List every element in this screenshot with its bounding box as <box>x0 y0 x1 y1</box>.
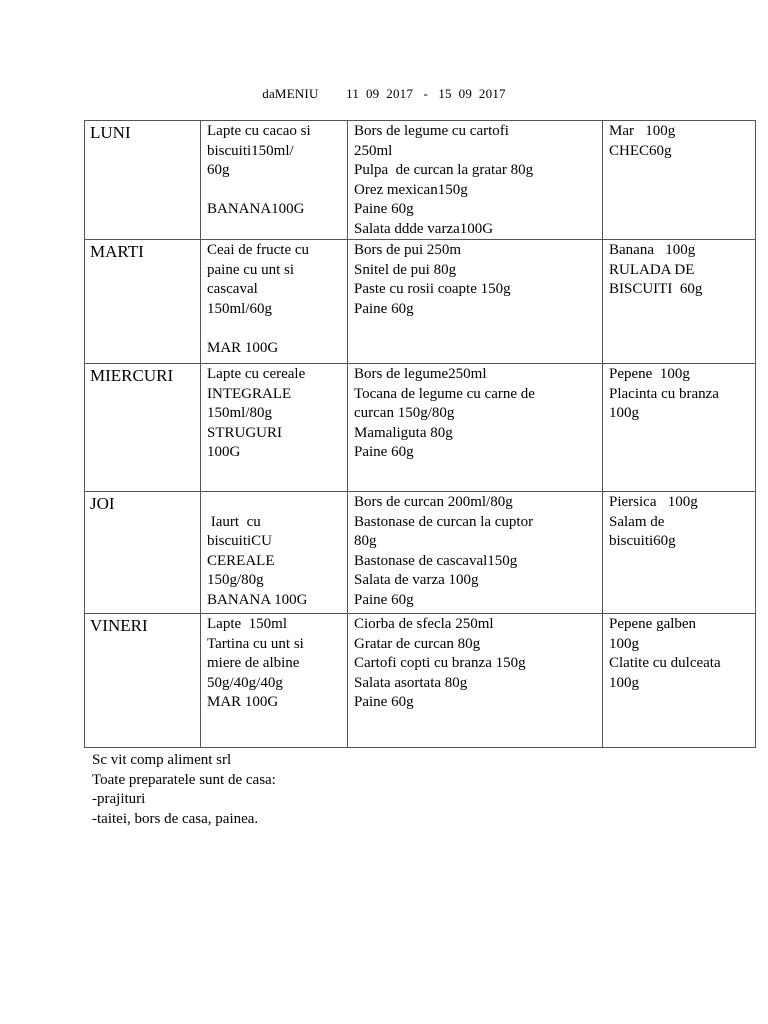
breakfast-cell <box>201 121 348 240</box>
snack-cell <box>603 364 756 492</box>
snack-line: Clatite cu dulceata <box>609 655 721 671</box>
breakfast-cell <box>201 492 348 614</box>
snack-cell <box>603 121 756 240</box>
breakfast-cell <box>201 364 348 492</box>
breakfast-cell <box>201 240 348 364</box>
lunch-line: Bors de legume250ml <box>354 366 487 382</box>
lunch-line: Cartofi copti cu branza 150g <box>354 655 526 671</box>
lunch-line: Gratar de curcan 80g <box>354 635 481 652</box>
breakfast-line: Ceai de fructe cu <box>207 242 310 258</box>
footer-notes <box>92 751 276 829</box>
lunch-line: 250ml <box>354 142 393 159</box>
day-cell: JOI <box>85 492 201 614</box>
lunch-line: Bastonase de cascaval150g <box>354 552 518 569</box>
snack-line: BISCUITI 60g <box>609 281 703 297</box>
snack-line: Salam de <box>609 513 665 530</box>
breakfast-line: biscuiti150ml/ <box>207 142 294 159</box>
breakfast-line: 150ml/80g <box>207 405 273 421</box>
lunch-line: Bastonase de curcan la cuptor <box>354 513 534 530</box>
breakfast-line: INTEGRALE <box>207 385 292 402</box>
breakfast-line: MAR 100G <box>207 339 279 356</box>
footer-line: Sc vit comp aliment srl <box>92 752 232 768</box>
menu-row-luni <box>85 121 756 240</box>
lunch-line: Pulpa de curcan la gratar 80g <box>354 162 534 178</box>
header-date-to: 15 09 2017 <box>438 86 506 101</box>
breakfast-line: CEREALE <box>207 552 275 569</box>
snack-line: 100g <box>609 405 639 421</box>
footer-line: Toate preparatele sunt de casa: <box>92 771 276 788</box>
footer-line: -taitei, bors de casa, painea. <box>92 810 259 827</box>
snack-cell <box>603 492 756 614</box>
header-date-from: 11 09 2017 <box>346 86 414 101</box>
day-cell: LUNI <box>85 121 201 240</box>
snack-cell <box>603 614 756 748</box>
lunch-line: Salata de varza 100g <box>354 572 479 588</box>
breakfast-line <box>207 181 347 201</box>
breakfast-cell <box>201 614 348 748</box>
menu-row-vineri <box>85 614 756 748</box>
breakfast-line: Lapte cu cacao si <box>207 123 311 139</box>
breakfast-line: 150ml/60g <box>207 300 273 317</box>
lunch-line: Bors de curcan 200ml/80g <box>354 494 513 510</box>
breakfast-line: Lapte 150ml <box>207 616 287 632</box>
lunch-line: Salata ddde varza100G <box>354 220 494 237</box>
lunch-cell <box>348 492 603 614</box>
lunch-line: Mamaliguta 80g <box>354 424 453 441</box>
breakfast-line: STRUGURI <box>207 424 283 441</box>
breakfast-line: Tartina cu unt si <box>207 635 304 652</box>
lunch-line: Bors de pui 250m <box>354 242 462 258</box>
breakfast-line: cascaval <box>207 281 258 297</box>
weekly-menu-table <box>84 120 756 748</box>
breakfast-line: 50g/40g/40g <box>207 674 283 691</box>
snack-line: biscuiti60g <box>609 533 676 549</box>
snack-line: Piersica 100g <box>609 494 698 510</box>
breakfast-line <box>207 319 347 339</box>
day-cell: MIERCURI <box>85 364 201 492</box>
day-cell: MARTI <box>85 240 201 364</box>
lunch-line: Tocana de legume cu carne de <box>354 385 535 402</box>
menu-row-marti <box>85 240 756 364</box>
breakfast-line: BANANA 100G <box>207 591 308 608</box>
lunch-line: Paine 60g <box>354 591 414 608</box>
lunch-line: Orez mexican150g <box>354 181 468 198</box>
lunch-line: Paine 60g <box>354 201 414 217</box>
breakfast-line: biscuitiCU <box>207 533 273 549</box>
snack-line: Placinta cu branza <box>609 385 719 402</box>
snack-line: CHEC60g <box>609 142 672 159</box>
snack-line: Banana 100g <box>609 242 696 258</box>
lunch-line: curcan 150g/80g <box>354 405 455 421</box>
menu-row-miercuri <box>85 364 756 492</box>
breakfast-line: Iaurt cu <box>207 513 261 530</box>
breakfast-line <box>207 493 347 513</box>
lunch-cell <box>348 364 603 492</box>
menu-row-joi <box>85 492 756 614</box>
lunch-line: Paine 60g <box>354 300 414 317</box>
snack-line: RULADA DE <box>609 261 695 278</box>
lunch-line: Snitel de pui 80g <box>354 261 457 278</box>
lunch-line: Salata asortata 80g <box>354 674 468 691</box>
breakfast-line: 60g <box>207 162 230 178</box>
snack-line: Pepene 100g <box>609 366 690 382</box>
snack-cell <box>603 240 756 364</box>
lunch-cell <box>348 240 603 364</box>
day-cell: VINERI <box>85 614 201 748</box>
breakfast-line: 150g/80g <box>207 572 264 588</box>
breakfast-line: miere de albine <box>207 655 300 671</box>
lunch-line: Ciorba de sfecla 250ml <box>354 616 494 632</box>
header-title: daMENIU <box>262 86 319 101</box>
menu-header <box>0 86 768 102</box>
header-separator: - <box>423 86 428 101</box>
lunch-line: Bors de legume cu cartofi <box>354 123 509 139</box>
snack-line: 100g <box>609 674 639 691</box>
breakfast-line: 100G <box>207 444 241 460</box>
snack-line: Pepene galben <box>609 616 697 632</box>
breakfast-line: MAR 100G <box>207 694 279 710</box>
lunch-line: 80g <box>354 533 377 549</box>
lunch-line: Paine 60g <box>354 444 414 460</box>
breakfast-line: Lapte cu cereale <box>207 366 306 382</box>
breakfast-line: BANANA100G <box>207 201 305 217</box>
lunch-line: Paine 60g <box>354 694 414 710</box>
snack-line: 100g <box>609 635 639 652</box>
lunch-line: Paste cu rosii coapte 150g <box>354 281 511 297</box>
breakfast-line: paine cu unt si <box>207 261 295 278</box>
snack-line: Mar 100g <box>609 123 676 139</box>
lunch-cell <box>348 614 603 748</box>
footer-line: -prajituri <box>92 791 146 807</box>
lunch-cell <box>348 121 603 240</box>
